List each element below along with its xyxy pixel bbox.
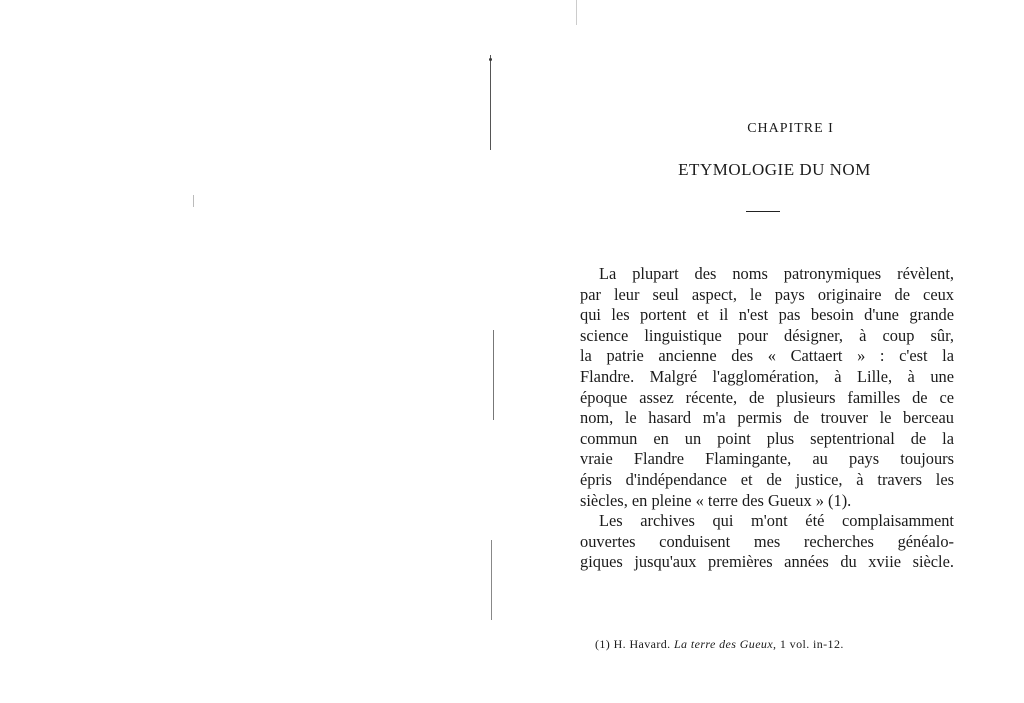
scan-mark [490,55,491,150]
footnote-title: La terre des Gueux, [673,637,777,651]
scan-mark [576,0,577,25]
scan-mark [491,540,492,620]
footnote [595,637,844,652]
text-line: époque assez récente, de plusieurs familles de ce [580,387,954,407]
text-line: par leur seul aspect, le pays originaire de ceux [580,284,954,304]
text-line: épris d'indépendance et de justice, à travers les [580,469,954,489]
text-line: Flandre. Malgré l'agglomération, à Lille, à une [580,366,954,386]
text-line: la patrie ancienne des « Cattaert » : c'est la [580,346,954,366]
body-paragraphs [580,264,954,573]
text-line: qui les portent et il n'est pas besoin d'une grande [580,305,954,325]
left-page [0,0,505,703]
text-line: science linguistique pour désigner, à coup sûr, [580,325,954,345]
chapter-title: ETYMOLOGIE DU NOM [678,160,871,179]
text-line: ouvertes conduisent mes recherches généalo- [580,531,954,551]
title-rule [746,211,780,212]
text-line: siècles, en pleine « terre des Gueux » (1). [580,490,852,510]
scan-mark [193,195,194,207]
text-line: vraie Flandre Flamingante, au pays toujours [580,449,954,469]
footnote-marker: (1) H. Havard. [595,637,671,651]
scan-mark [493,330,494,420]
text-line: giques jusqu'aux premières années du xviie siècle. [580,552,954,572]
right-page [505,0,1024,703]
text-line: nom, le hasard m'a permis de trouver le berceau [580,408,954,428]
text-line: La plupart des noms patronymiques révèlent, [599,264,954,283]
chapter-number: CHAPITRE I [747,121,834,136]
scan-mark [489,58,492,61]
footnote-rest: 1 vol. in-12. [779,637,844,651]
text-line: Les archives qui m'ont été complaisamment [599,511,954,531]
text-line: commun en un point plus septentrional de la [580,428,954,448]
